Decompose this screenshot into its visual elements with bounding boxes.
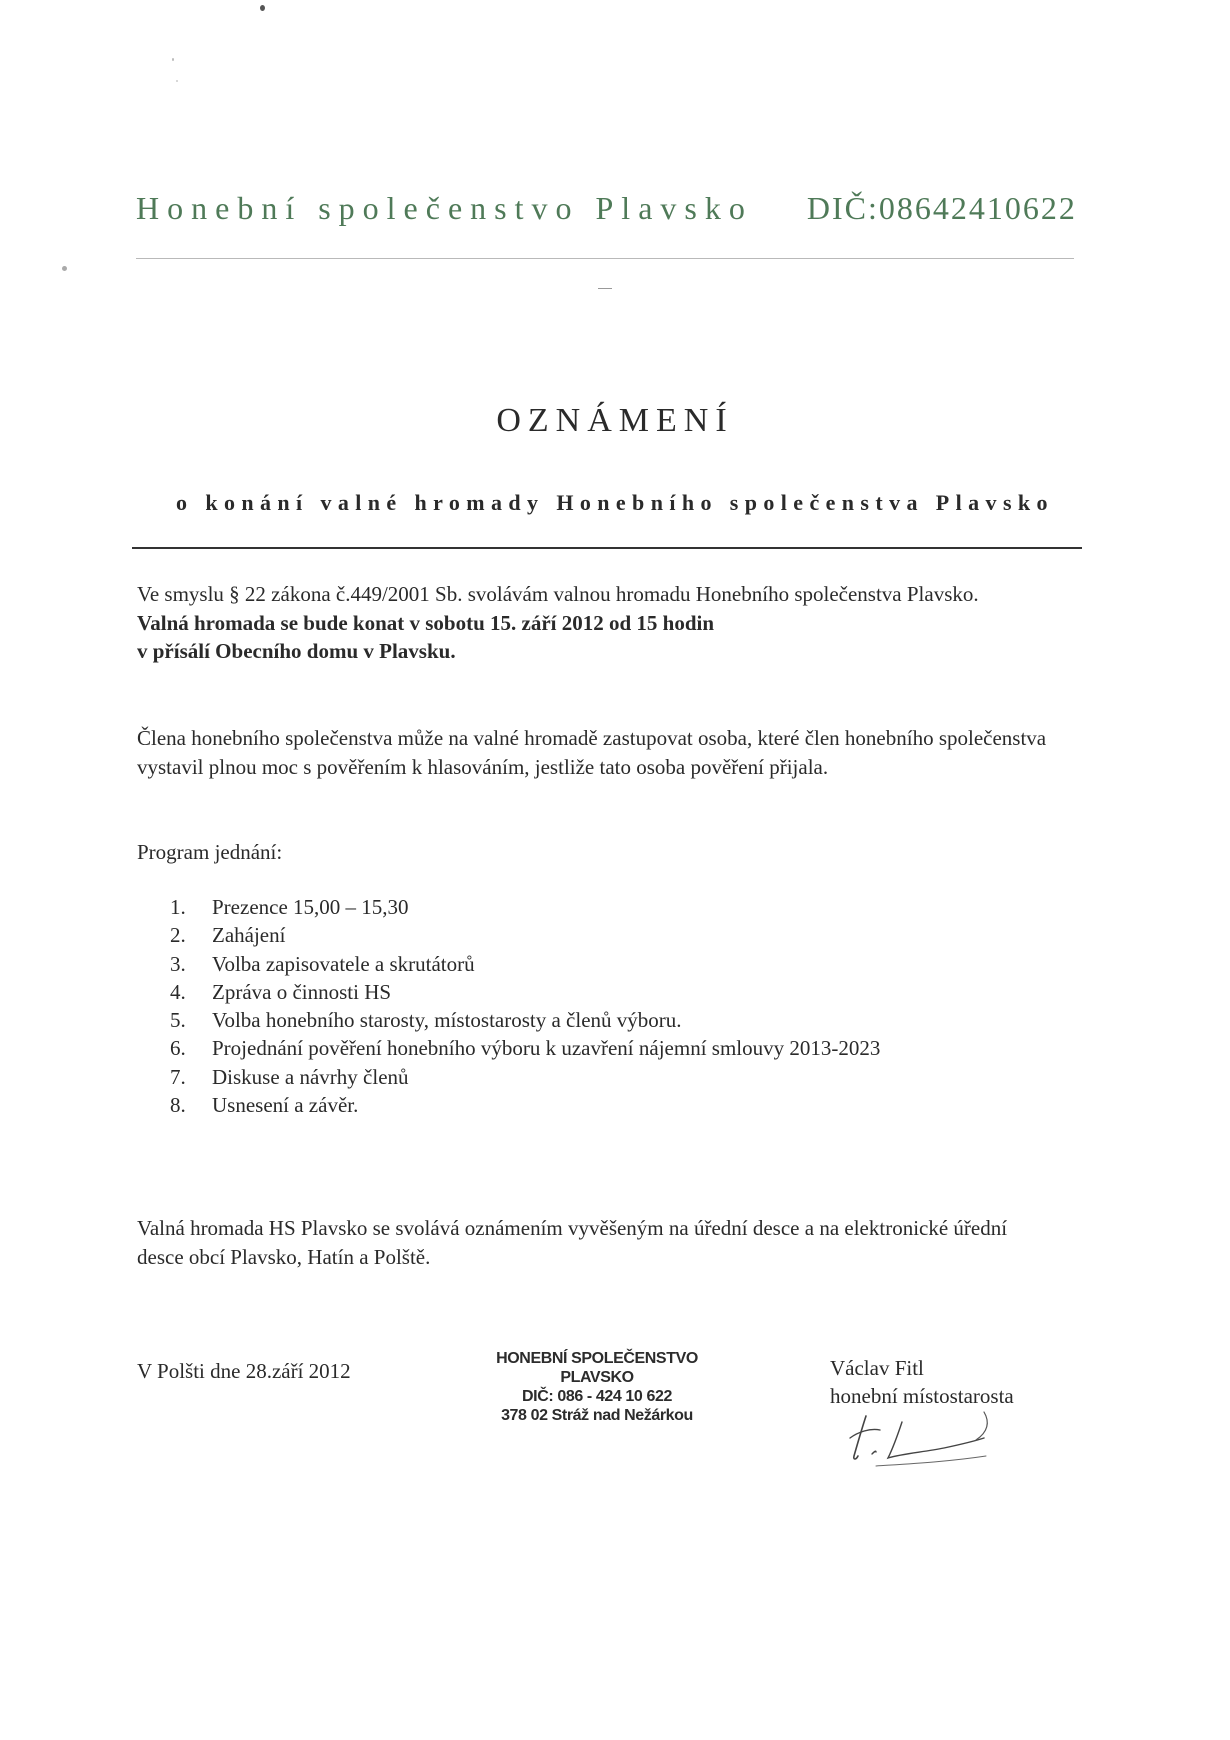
item-number: 6. (170, 1036, 186, 1061)
item-number: 7. (170, 1064, 186, 1089)
list-item (170, 1091, 1070, 1119)
meeting-place-line: v přísálí Obecního domu v Plavsku. (137, 639, 456, 663)
place-date: V Polšti dne 28.září 2012 (137, 1359, 351, 1383)
list-item (170, 950, 1070, 978)
letterhead-divider (136, 258, 1074, 259)
scan-speck (62, 266, 67, 271)
intro-text: Ve smyslu § 22 zákona č.449/2001 Sb. svolávám valnou hromadu Honebního společenstva Plavsko. (137, 582, 979, 606)
list-item (170, 893, 1070, 921)
stamp-line: PLAVSKO (560, 1369, 634, 1386)
item-number: 3. (170, 951, 186, 976)
item-text: Projednání pověření honebního výboru k uzavření nájemní smlouvy 2013-2023 (212, 1036, 881, 1061)
list-item (170, 1063, 1070, 1091)
stamp-line: 378 02 Stráž nad Nežárkou (501, 1407, 693, 1424)
scan-speck (172, 58, 174, 61)
program-heading: Program jednání: (137, 840, 283, 864)
item-number: 2. (170, 923, 186, 948)
list-item (170, 1034, 1070, 1062)
signer-role: honební místostarosta (830, 1384, 1014, 1408)
organization-stamp (470, 1349, 724, 1425)
item-number: 5. (170, 1008, 186, 1033)
letterhead-name: Honební společenstvo Plavsko (136, 190, 753, 226)
letterhead (136, 190, 1080, 227)
scan-speck (260, 5, 265, 11)
scan-speck (176, 80, 178, 82)
signer-block (830, 1354, 1130, 1410)
item-text: Volba honebního starosty, místostarosty a členů výboru. (212, 1008, 682, 1033)
stamp-line: HONEBNÍ SPOLEČENSTVO (496, 1350, 698, 1367)
item-number: 4. (170, 979, 186, 1004)
item-text: Prezence 15,00 – 15,30 (212, 895, 409, 919)
item-text: Zahájení (212, 923, 286, 948)
program-list (170, 893, 1070, 1119)
letterhead-dic: DIČ:08642410622 (806, 190, 1077, 226)
item-number: 8. (170, 1093, 186, 1118)
stamp-line: DIČ: 086 - 424 10 622 (522, 1388, 672, 1405)
list-item (170, 1006, 1070, 1034)
item-text: Usnesení a závěr. (212, 1093, 359, 1118)
item-text: Zpráva o činnosti HS (212, 979, 392, 1004)
subtitle-divider (132, 547, 1082, 549)
item-number: 1. (170, 895, 186, 919)
signer-name: Václav Fitl (830, 1356, 924, 1380)
item-text: Diskuse a návrhy členů (212, 1064, 409, 1089)
document-title: OZNÁMENÍ (496, 402, 734, 439)
divider-mark (598, 288, 612, 289)
document-subtitle: o konání valné hromady Honebního společenstva Plavsko (176, 490, 1054, 515)
intro-paragraph (137, 580, 1077, 666)
notice-paragraph: Valná hromada HS Plavsko se svolává oznámením vyvěšeným na úřední desce a na elektronické úřední desce obcí Plavsko, Hatín a Polště. (137, 1216, 1008, 1269)
item-text: Volba zapisovatele a skrutátorů (212, 951, 475, 976)
list-item (170, 921, 1070, 949)
representation-paragraph: Člena honebního společenstva může na valné hromadě zastupovat osoba, které člen honebního společenstva vystavil plnou moc s pověřením k hlasováním, jestliže tato osoba pověření přijala. (137, 726, 1047, 779)
signature-icon (836, 1408, 1006, 1478)
meeting-date-line: Valná hromada se bude konat v sobotu 15. září 2012 od 15 hodin (137, 610, 715, 635)
list-item (170, 978, 1070, 1006)
